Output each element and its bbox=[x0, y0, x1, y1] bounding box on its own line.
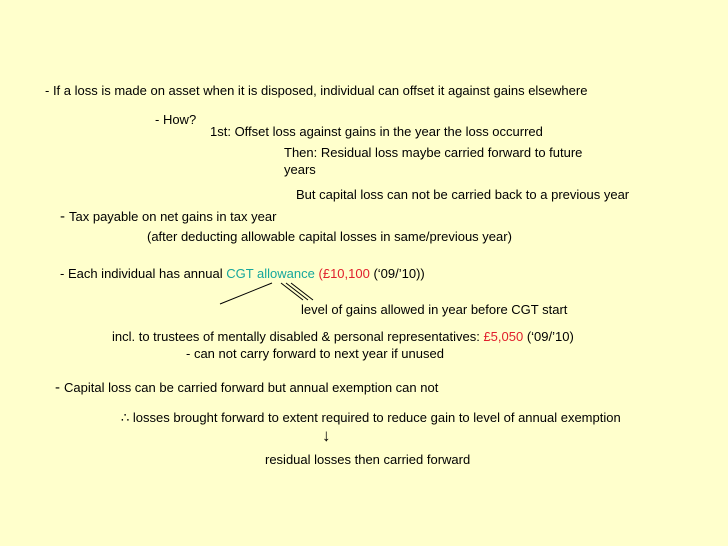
losses-forward-line bbox=[121, 410, 621, 426]
trustees-text: incl. to trustees of mentally disabled & personal representatives: bbox=[112, 329, 480, 344]
annual-prefix: - Each individual has annual bbox=[60, 266, 223, 281]
losses-forward-text: losses brought forward to extent required to reduce gain to level of annual exemption bbox=[132, 410, 621, 425]
first-step-text: 1st: Offset loss against gains in the year the loss occurred bbox=[210, 124, 543, 139]
trustees-amount: £5,050 bbox=[483, 329, 524, 344]
cgt-allowance-term: CGT allowance bbox=[226, 266, 315, 281]
connector-right-line-1 bbox=[281, 283, 303, 300]
capital-dash: - bbox=[55, 379, 60, 396]
level-of-gains-text: level of gains allowed in year before CGT start bbox=[301, 302, 568, 317]
connector-right-line-3 bbox=[291, 283, 313, 300]
therefore-icon: ∴ bbox=[121, 410, 130, 425]
down-arrow-icon: ↓ bbox=[322, 426, 331, 445]
then-step-text: Then: Residual loss maybe carried forward to future bbox=[284, 145, 583, 160]
loss-offset-text: - If a loss is made on asset when it is disposed, individual can offset it against gains elsewhere bbox=[45, 83, 588, 98]
tax-dash: - bbox=[60, 208, 65, 225]
capital-loss-line bbox=[55, 380, 438, 396]
cgt-amount: £10,100 bbox=[322, 266, 370, 281]
how-question: - How? bbox=[155, 112, 197, 127]
then-step-text-continued: years bbox=[284, 162, 316, 177]
residual-losses-text: residual losses then carried forward bbox=[265, 452, 471, 467]
no-carry-forward-text: - can not carry forward to next year if unused bbox=[186, 346, 444, 361]
connector-right-line-2 bbox=[286, 283, 308, 300]
capital-loss-text: Capital loss can be carried forward but annual exemption can not bbox=[64, 380, 439, 395]
tax-payable-text: Tax payable on net gains in tax year bbox=[69, 209, 277, 224]
open-paren: ( bbox=[318, 266, 323, 281]
trustees-year: (‘09/’10) bbox=[526, 329, 574, 344]
connector-left-line bbox=[220, 283, 272, 304]
after-deducting-text: (after deducting allowable capital losses in same/previous year) bbox=[147, 229, 512, 244]
trustees-line bbox=[112, 329, 574, 345]
no-carry-back-text: But capital loss can not be carried back to a previous year bbox=[296, 187, 630, 202]
cgt-year: (‘09/’10)) bbox=[373, 266, 425, 281]
